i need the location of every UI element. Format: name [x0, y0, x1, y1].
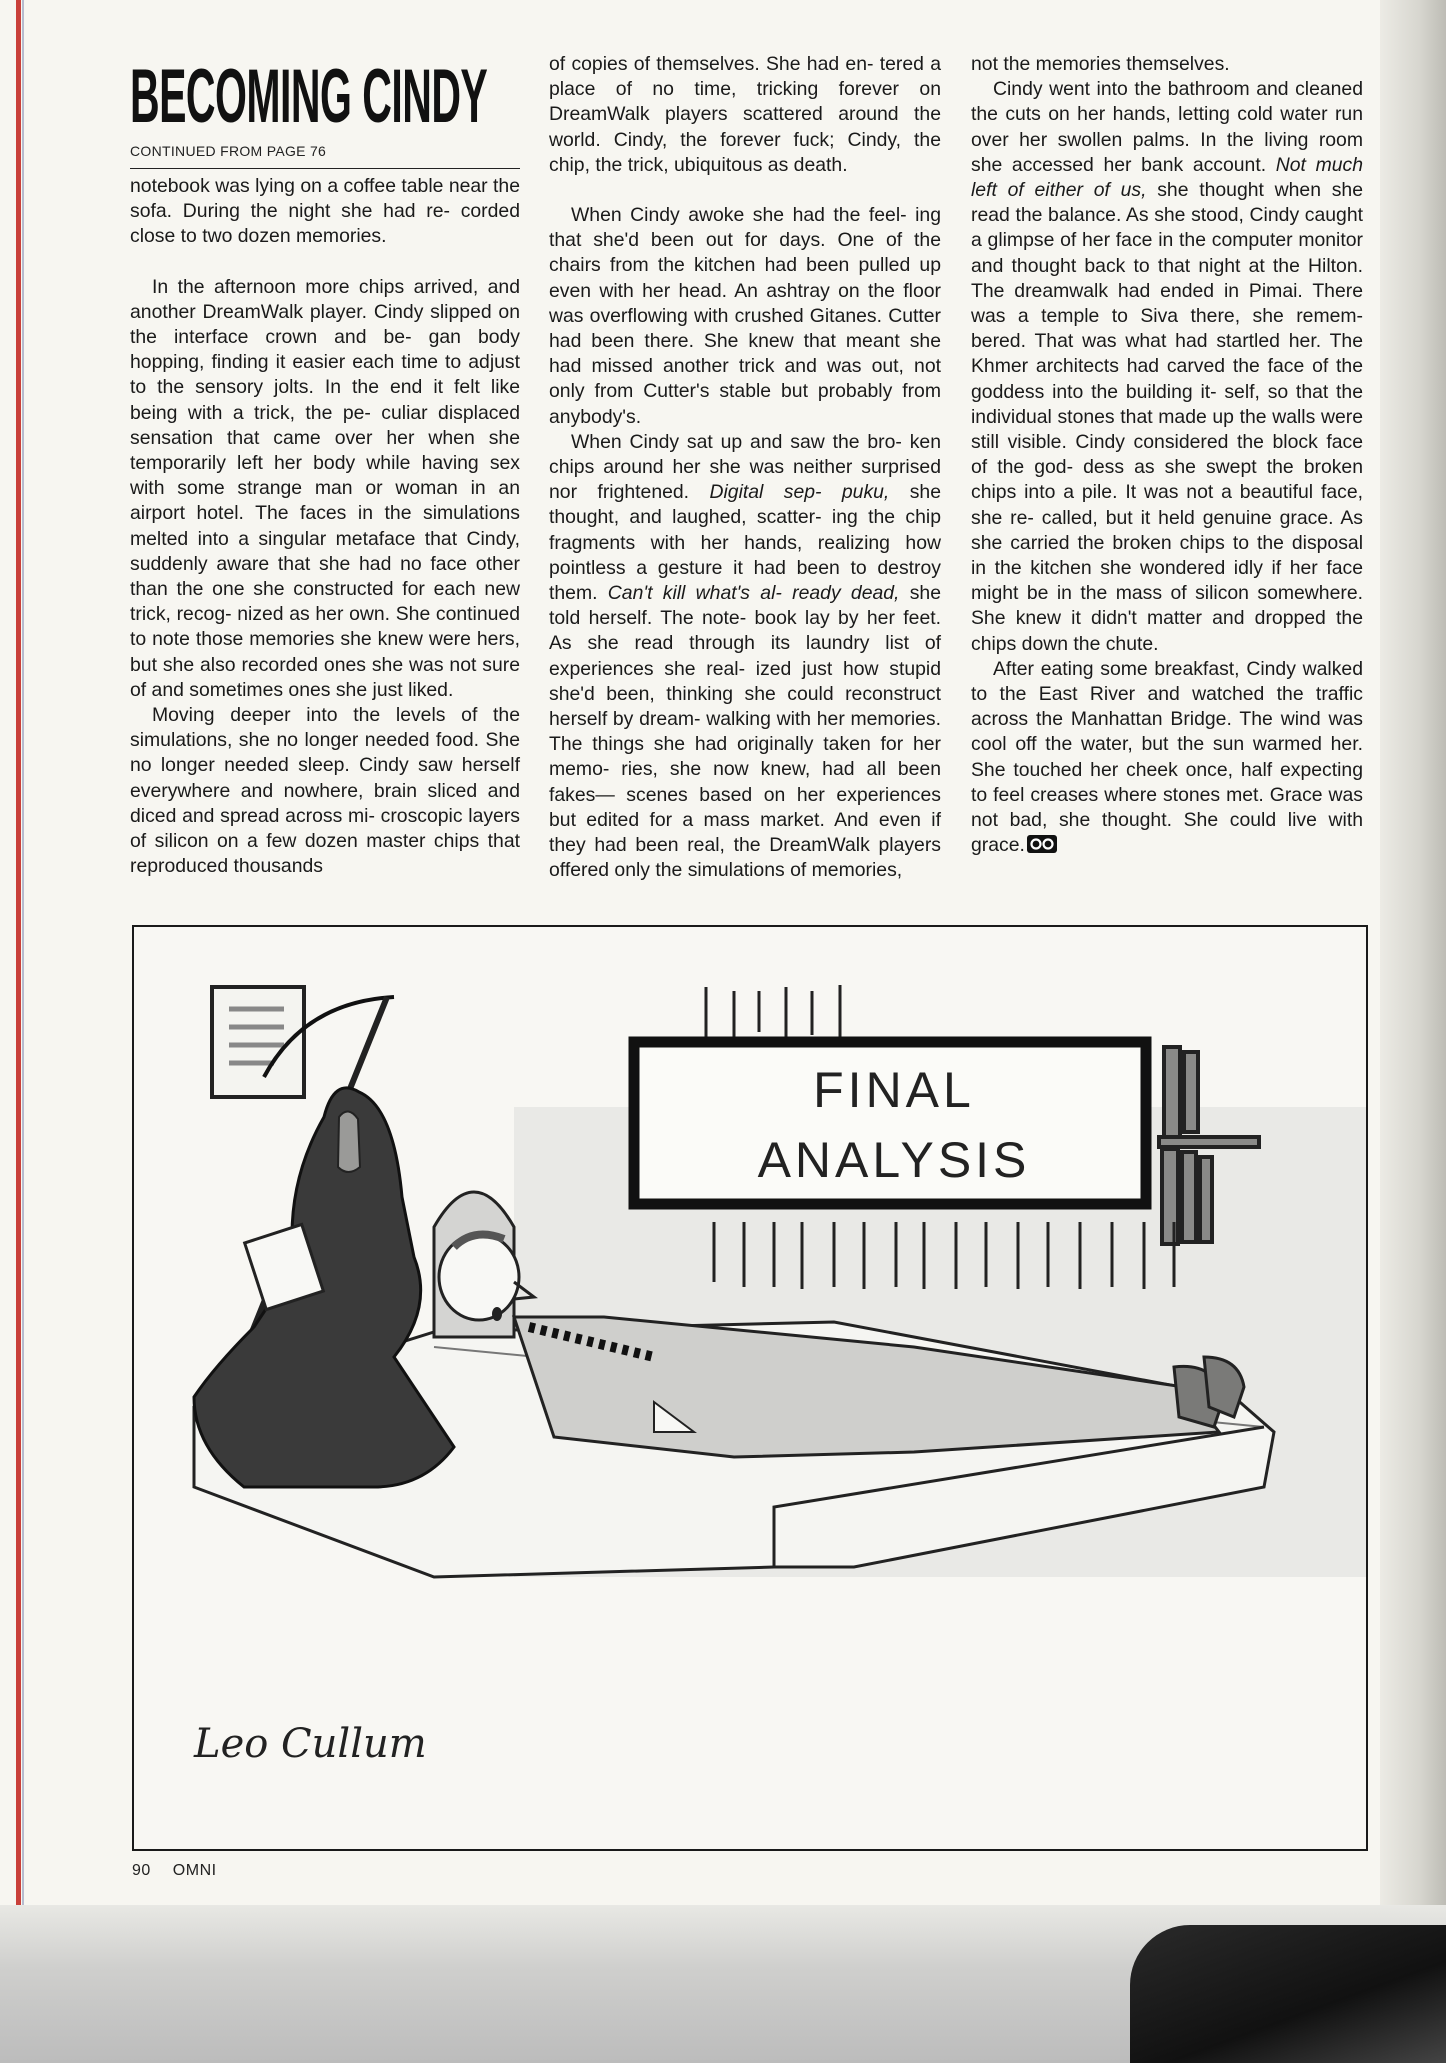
paragraph: notebook was lying on a coffee table near the sofa. During the night she had re- corded close to two dozen memories. — [130, 175, 520, 248]
page-edge — [16, 0, 21, 1930]
paragraph: After eating some breakfast, Cindy walked to the East River and watched the traffic across the Manhattan Bridge. The wind was cool off the water, but the sun warmed her. She touched her cheek once, half expecting to feel creases where stones met. Grace was not bad, she thought. She could live with grace. — [971, 657, 1363, 857]
paragraph: In the afternoon more chips arrived, and another DreamWalk player. Cindy slipped on the interface crown and be- gan body hopping, finding it easier each time to adjust to the sensory jolts. In the end it felt like being with a trick, the pe- culiar displaced sensation that came over her when she temporarily left her body while having sex with some strange man or woman in an airport hotel. The faces in the simulations melted into a singular metaface that Cindy, suddenly aware that she had no face other than the one she constructed for each new trick, recog- nized as her own. She continued to note those memories she knew were hers, but she also recorded ones she was not sure of and sometimes ones she just liked. — [130, 275, 520, 701]
text-column-2 — [549, 52, 941, 884]
paragraph: of copies of themselves. She had en- tered a place of no time, tricking forever on DreamWalk players scattered around the world. Cindy, the forever fuck; Cindy, the chip, the trick, ubiquitous as death. — [549, 53, 941, 176]
page-spine — [1380, 0, 1446, 1930]
scan-shadow — [1130, 1925, 1446, 2063]
paragraph: Cindy went into the bathroom and cleaned the cuts on her hands, letting cold water run over her swollen palms. In the living room she accessed her bank account. Not much left of either of us, she thought when she read the balance. As she stood, Cindy caught a glimpse of her face in the computer monitor and thought back to that night at the Hilton. The dreamwalk had ended in Pimai. There was a temple to Siva there, she remem- bered. That was what had startled her. The Khmer architects had carved the face of the goddess into the building it- self, so that the individual stones that made up the walls were still visible. Cindy considered the block face of the god- dess as she swept the broken chips into a pile. It was not a beautiful face, she re- called, but it held genuine grace. As she carried the broken chips to the disposal in the kitchen she wondered idly if her face might be in the mass of silicon somewhere. She knew it didn't matter and dropped the chips down the chute. — [971, 78, 1363, 655]
continued-from-note: CONTINUED FROM PAGE 76 — [130, 143, 327, 159]
end-mark-icon — [1027, 835, 1057, 853]
sign-text-line2: ANALYSIS — [757, 1132, 1031, 1188]
paragraph: When Cindy awoke she had the feel- ing that she'd been out for days. One of the chairs from the kitchen had been pulled up even with her head. An ashtray on the floor was overflowing with crushed Gitanes. Cutter had been there. She knew that meant she had missed another trick and was out, not only from Cutter's stable but probably from anybody's. — [549, 204, 941, 428]
artist-signature: Leo Cullum — [194, 1721, 427, 1767]
grim-reaper — [194, 1088, 454, 1487]
paragraph: When Cindy sat up and saw the bro- ken chips around her she was neither surprised nor frightened. Digital sep- puku, she thought, and laughed, scatter- ing the chip fragments with her hands, realizing how pointless a gesture it had been to destroy them. Can't kill what's al- ready dead, she told herself. The note- book lay by her feet. As she read through its laundry list of experiences she real- ized just how stupid she'd been, thinking she could reconstruct herself by dream- walking with her memories. The things she had originally taken for her memo- ries, she now knew, had all been fakes— scenes based on her experiences but edited for a mass market. And even if they had been real, the DreamWalk players offered only the simulations of memories, — [549, 430, 942, 882]
headline-rule — [130, 168, 520, 169]
page-folio — [132, 1862, 239, 1880]
magazine-name: OMNI — [172, 1862, 217, 1879]
paragraph: Moving deeper into the levels of the simulations, she no longer needed food. She no longer needed sleep. Cindy saw herself everywhere and nowhere, brain sliced and diced and spread across mi- croscopic layers of silicon on a few dozen master chips that reproduced thousands — [130, 704, 520, 878]
text-column-3 — [971, 52, 1363, 859]
patient-head — [439, 1234, 519, 1320]
page-number: 90 — [132, 1862, 151, 1879]
cartoon-illustration — [132, 925, 1368, 1851]
page-edge-shadow — [22, 0, 24, 1930]
paragraph: not the memories themselves. — [971, 53, 1230, 75]
reaper-skull-face — [338, 1111, 360, 1172]
text-column-1 — [130, 174, 520, 879]
sign-text-line1: FINAL — [813, 1062, 975, 1118]
cartoon-drawing — [134, 927, 1366, 1849]
article-headline: BECOMING CINDY — [130, 54, 488, 139]
